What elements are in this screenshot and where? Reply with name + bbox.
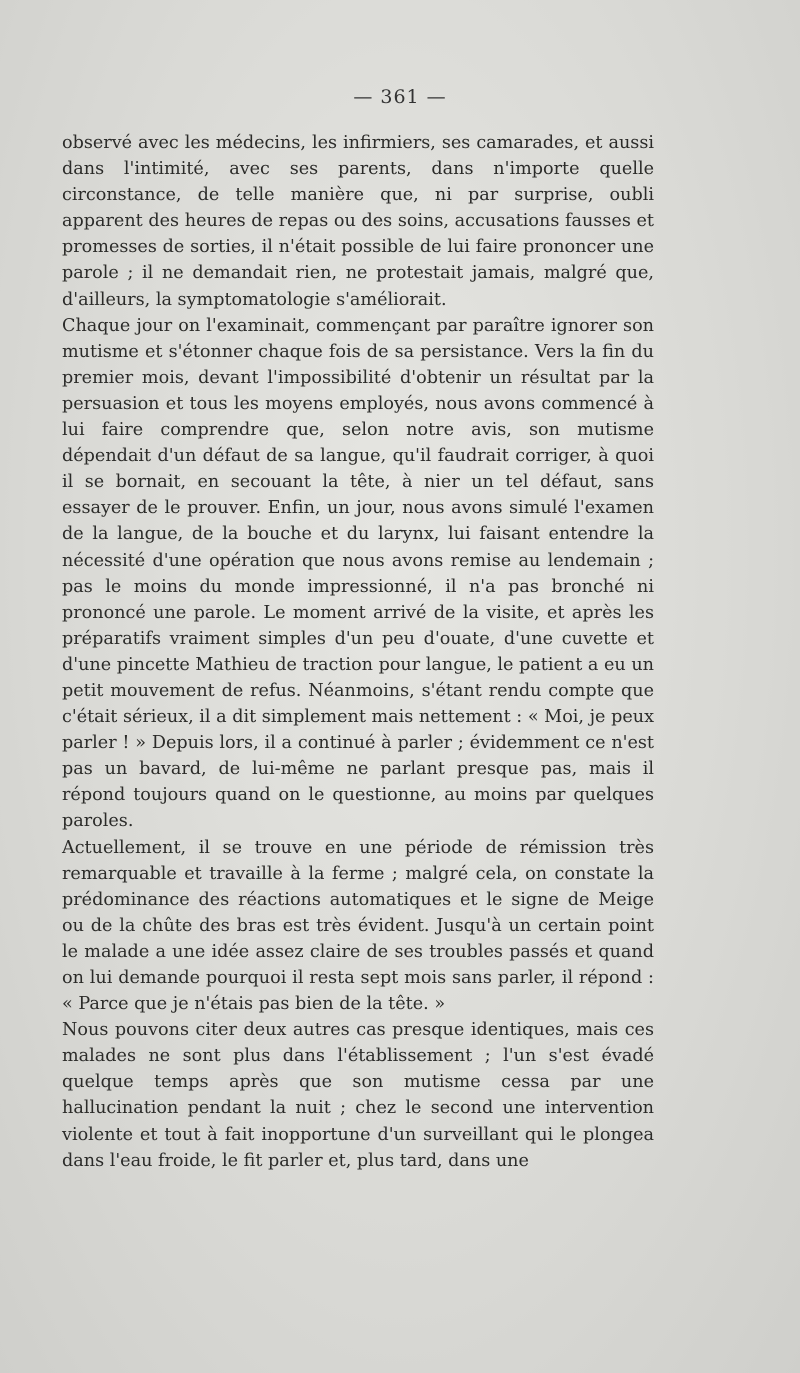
page-number: — 361 —: [353, 86, 447, 108]
paragraph-2: Chaque jour on l'examinait, commençant par paraître ignorer son mutisme et s'étonner chaque fois de sa persistance. Vers la fin du premier mois, devant l'impossibilité d'obtenir un résultat par la persuasion et tous les moyens employés, nous avons commencé à lui faire comprendre que, selon notre avis, son mutisme dépendait d'un défaut de sa langue, qu'il faudrait corriger, à quoi il se bornait, en secouant la tête, à nier un tel défaut, sans essayer de le prouver. Enfin, un jour, nous avons simulé l'examen de la langue, de la bouche et du larynx, lui faisant entendre la nécessité d'une opération que nous avons remise au lendemain ; pas le moins du monde impressionné, il n'a pas bronché ni prononcé une parole. Le moment arrivé de la visite, et après les préparatifs vraiment simples d'un peu d'ouate, d'une cuvette et d'une pincette Mathieu de traction pour langue, le patient a eu un petit mouvement de refus. Néanmoins, s'étant rendu compte que c'était sérieux, il a dit simplement mais nettement : « Moi, je peux parler ! » Depuis lors, il a continué à parler ; évidemment ce n'est pas un bavard, de lui-même ne parlant presque pas, mais il répond toujours quand on le questionne, au moins par quelques paroles.: [62, 315, 654, 832]
paragraph-1: observé avec les médecins, les infirmiers, ses camarades, et aussi dans l'intimité, avec ses parents, dans n'importe quelle circonstance, de telle manière que, ni par surprise, oubli apparent des heures de repas ou des soins, accusations fausses et promesses de sorties, il n'était possible de lui faire prononcer une parole ; il ne demandait rien, ne protestait jamais, malgré que, d'ailleurs, la symptomatologie s'améliorait.: [62, 133, 654, 310]
paragraph-3: Actuellement, il se trouve en une période de rémission très remarquable et travaille à la ferme ; malgré cela, on constate la prédominance des réactions automatiques et le signe de Meige ou de la chûte des bras est très évident. Jusqu'à un certain point le malade a une idée assez claire de ses troubles passés et quand on lui demande pourquoi il resta sept mois sans parler, il répond : « Parce que je n'étais pas bien de la tête. »: [62, 837, 654, 1015]
paragraph-4: Nous pouvons citer deux autres cas presque identiques, mais ces malades ne sont plus dans l'établissement ; l'un s'est évadé quelque temps après que son mutisme cessa par une hallucination pendant la nuit ; chez le second une intervention violente et tout à fait inopportune d'un surveillant qui le plongea dans l'eau froide, le fit parler et, plus tard, dans une: [62, 1020, 654, 1171]
body-text: [62, 130, 654, 1174]
